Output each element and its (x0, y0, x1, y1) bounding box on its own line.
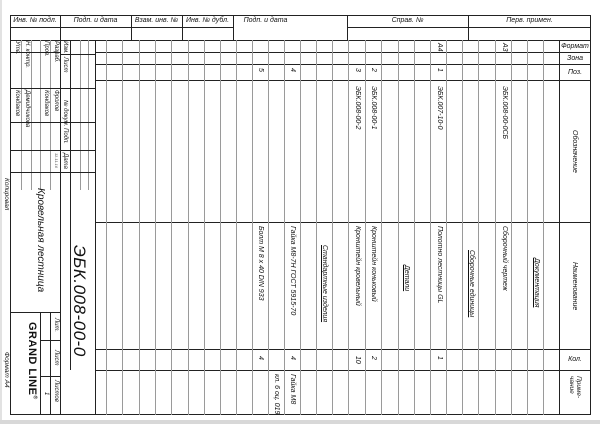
stamp-label-inv-orig: Инв. № подл. (13, 17, 57, 24)
row-8-pos: 4 (289, 68, 296, 72)
row-5-pos: 2 (370, 68, 377, 72)
header-pos: Поз. (567, 69, 583, 76)
row-3-designation: ЭБК.007-10-0 (436, 86, 443, 130)
section-parts: Детали (403, 265, 410, 292)
row-6-designation: ЭБК.008-00-2 (354, 86, 361, 130)
row-5-name: Кронштейн коньковый (370, 226, 377, 302)
footer-copied: Копировал (3, 178, 10, 211)
row-line (381, 40, 382, 415)
title-hline (60, 54, 95, 55)
section-assembly-units: Сборочные единицы (468, 250, 475, 318)
row-line (430, 40, 431, 415)
band-format-zone (95, 52, 591, 53)
stamp-divider (10, 27, 233, 28)
row-line (171, 40, 172, 415)
footer-format: Формат А4 (3, 352, 10, 388)
role-checker: Пров. (43, 41, 49, 57)
row-line (495, 40, 496, 415)
title-vline (40, 312, 41, 415)
title-block-right-edge (95, 40, 96, 415)
stamp-label-inv-dup: Инв. № дубл. (185, 17, 230, 24)
title-hline (10, 312, 60, 313)
row-line (106, 40, 107, 415)
document-code: ЭБК.008-00-0 (70, 245, 89, 357)
row-line (236, 40, 237, 415)
row-line (543, 40, 544, 415)
name-approved: Кондаков (14, 90, 20, 117)
row-3-name: Полотно лестницы GL (436, 226, 443, 304)
row-line (446, 40, 447, 415)
row-5-qty: 2 (370, 356, 377, 360)
row-5-designation: ЭБК.008-00-1 (370, 86, 377, 130)
row-6-name: Кронштейн кровельный (354, 226, 361, 306)
row-line (316, 40, 317, 415)
row-3-format: А4 (436, 43, 443, 52)
header-note: Приме- чание (568, 376, 582, 399)
row-line (414, 40, 415, 415)
row-line (300, 40, 301, 415)
name-checker: Кондаков (43, 90, 49, 117)
roles-line (40, 40, 41, 190)
row-line (284, 40, 285, 415)
row-line (252, 40, 253, 415)
row-1-name: Сборочный чертеж (501, 226, 508, 291)
role-approved: Утв. (14, 41, 20, 55)
label-date: Дата (62, 153, 68, 169)
stamp-label-ref-no: Справ. № (391, 17, 424, 24)
title-hline (10, 88, 95, 89)
title-vline (50, 312, 51, 415)
stamp-label-sign-date-2: Подп. и дата (243, 17, 288, 24)
row-9-qty: 4 (257, 356, 264, 360)
row-6-pos: 3 (354, 68, 361, 72)
row-line (220, 40, 221, 415)
row-1-designation: ЭБК.008-00-0СБ (501, 86, 508, 140)
row-line (398, 40, 399, 415)
title-block-inner-line (60, 40, 61, 415)
row-line (268, 40, 269, 415)
title-hline (10, 122, 95, 123)
role-norm-control: Н. контр. (24, 41, 30, 69)
band-zone-pos (95, 64, 591, 65)
section-standard-items: Стандартные изделия (321, 245, 328, 323)
stamp-label-sign-date: Подп. и дата (73, 17, 118, 24)
row-line (204, 40, 205, 415)
row-line (365, 40, 366, 415)
row-6-qty: 10 (354, 356, 361, 364)
band-pos-designation (95, 80, 591, 81)
label-sheet-no: Лист (53, 350, 59, 366)
row-1-format: А3 (501, 43, 508, 52)
row-3-pos: 1 (436, 68, 443, 72)
label-lit: Лит. (53, 318, 59, 333)
row-8-name: Гайка М8-7Н ГОСТ 5915-70 (289, 226, 296, 316)
label-change: Изм. (62, 41, 68, 54)
change-record-line (80, 40, 81, 190)
name-developer: Фролов (53, 90, 59, 112)
page-edge-bottom (0, 420, 600, 424)
label-sheets-total: Листов (53, 380, 59, 402)
role-developer: Разраб. (53, 41, 59, 63)
row-8-note: Гайка М8 (289, 374, 296, 405)
row-9-name: Болт М 8 х 40 DIN 933 (257, 226, 264, 301)
roles-line (50, 40, 51, 190)
header-name: Наименование (571, 262, 578, 311)
row-line (527, 40, 528, 415)
change-record-line (88, 40, 89, 190)
row-9-pos: 5 (257, 68, 264, 72)
stamp-label-first-use: Перв. примен. (506, 17, 553, 24)
title-hline (10, 172, 95, 173)
roles-line (21, 40, 22, 190)
stamp-divider (347, 27, 591, 28)
registered-mark: ® (31, 395, 38, 400)
row-line (462, 40, 463, 415)
band-qty-note (95, 370, 591, 371)
document-title: Кровельная лестница (35, 188, 46, 293)
header-designation: Обозначение (571, 130, 578, 173)
header-zone: Зона (567, 55, 583, 62)
section-documentation: Документация (533, 258, 540, 308)
row-8-qty: 4 (289, 356, 296, 360)
row-line (478, 40, 479, 415)
band-designation-name (95, 222, 591, 223)
row-line (155, 40, 156, 415)
row-line (139, 40, 140, 415)
name-norm-control: Демидчикова (24, 90, 30, 128)
row-line (332, 40, 333, 415)
title-hline (10, 150, 95, 151)
header-qty: Кол. (568, 356, 582, 363)
company-name: GRAND LINE (26, 322, 38, 396)
stamp-label-replace-inv: Взам. инв. № (134, 17, 179, 24)
row-line (188, 40, 189, 415)
row-9-note: кл. 6 оц. 019 (273, 374, 280, 415)
row-line (348, 40, 349, 415)
header-format: Формат (561, 43, 589, 50)
company-logo (26, 322, 37, 400)
label-sign: Подп. (62, 128, 68, 144)
band-name-qty (95, 349, 591, 350)
row-3-qty: 1 (436, 356, 443, 360)
sheets-total-value: 1 (43, 392, 49, 396)
date-mark: 11.11.16 (54, 153, 59, 168)
label-sheet: Лист (62, 57, 68, 73)
row-line (122, 40, 123, 415)
roles-line (31, 40, 32, 190)
label-doc-no: № докум. (62, 100, 68, 127)
row-line (511, 40, 512, 415)
